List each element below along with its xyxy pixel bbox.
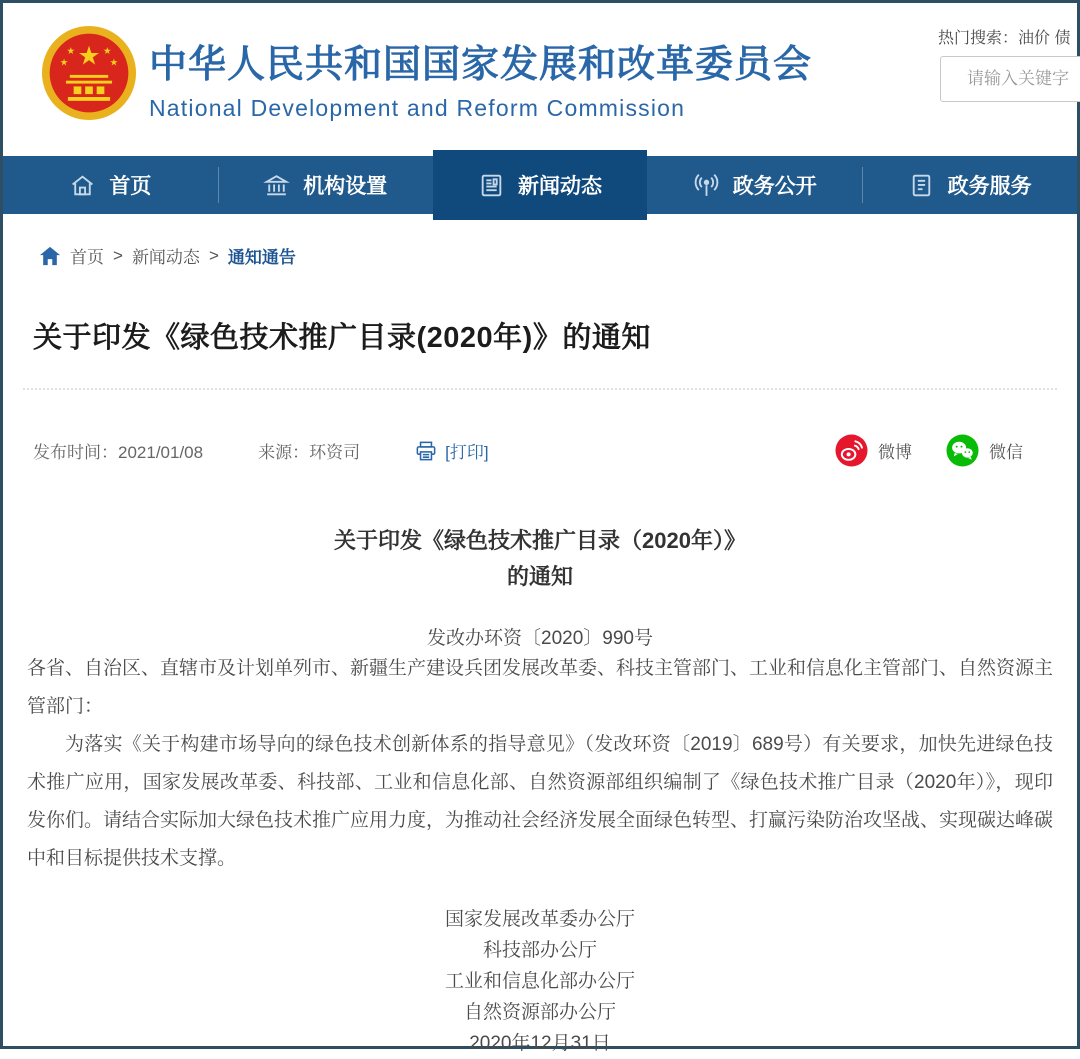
article-body <box>27 523 1053 1059</box>
search-input[interactable] <box>940 56 1080 102</box>
breadcrumb <box>39 243 1077 268</box>
article-paragraph: 各省、自治区、直辖市及计划单列市、新疆生产建设兵团发展改革委、科技主管部门、工业和信息化主管部门、自然资源主管部门： <box>27 658 1054 717</box>
nav-item-label: 首页 <box>109 175 152 198</box>
print-label: [打印] <box>445 443 489 462</box>
page-title: 关于印发《绿色技术推广目录(2020年)》的通知 <box>33 322 651 354</box>
breadcrumb-current: 通知通告 <box>227 248 296 267</box>
article-source: 来源：环资司 <box>258 443 361 462</box>
publish-time: 发布时间：2021/01/08 <box>33 443 204 462</box>
services-icon <box>908 172 935 199</box>
signature-line: 科技部办公厅 <box>482 940 597 961</box>
signature-line: 国家发展改革委办公厅 <box>444 909 635 930</box>
site-title-en: National Development and Reform Commission <box>149 95 686 121</box>
main-nav <box>3 156 1077 214</box>
news-icon <box>478 172 505 199</box>
national-emblem-logo <box>41 25 137 121</box>
nav-item-label: 政务服务 <box>947 175 1032 198</box>
wechat-icon <box>946 434 979 467</box>
article-paragraph: 为落实《关于构建市场导向的绿色技术创新体系的指导意见》（发改环资〔2019〕689号）有关要求，加快先进绿色技术推广应用，国家发展改革委、科技部、工业和信息化部、自然资源部组织编制了《绿色技术推广目录（2020年）》，现印发你们。请结合实际加大绿色技术推广应用力度，为推动社会经济发展全面绿色转型、打赢污染防治攻坚战、实现碳达峰碳中和目标提供技术支撑。 <box>27 734 1054 869</box>
nav-item-news[interactable] <box>433 150 648 220</box>
printer-icon <box>415 441 437 461</box>
share-group <box>835 434 1023 467</box>
signature-block <box>27 904 1053 1059</box>
signature-line: 自然资源部办公厅 <box>463 1002 616 1023</box>
home-icon <box>39 246 61 266</box>
nav-item-services[interactable] <box>862 156 1077 214</box>
svg-text:★: ★ <box>109 57 119 69</box>
svg-text:★: ★ <box>77 42 101 71</box>
breadcrumb-separator: > <box>113 245 123 265</box>
signature-line: 工业和信息化部办公厅 <box>444 971 635 992</box>
share-weibo-button[interactable] <box>835 434 912 467</box>
document-number: 发改办环资〔2020〕990号 <box>427 628 653 649</box>
site-header <box>3 3 1077 156</box>
site-title-cn: 中华人民共和国国家发展和改革委员会 <box>149 44 813 86</box>
breadcrumb-separator: > <box>208 245 219 265</box>
article-title-line2: 的通知 <box>506 564 573 589</box>
nav-item-disclosure[interactable] <box>647 156 862 214</box>
share-wechat-label: 微信 <box>989 443 1023 462</box>
weibo-icon <box>835 434 868 467</box>
broadcast-icon <box>693 172 720 199</box>
breadcrumb-news[interactable]: 新闻动态 <box>131 248 200 267</box>
home-icon <box>69 172 96 199</box>
nav-item-label: 新闻动态 <box>517 175 602 198</box>
print-button[interactable] <box>415 438 488 463</box>
share-wechat-button[interactable] <box>946 434 1023 467</box>
site-title-block <box>149 33 812 122</box>
share-weibo-label: 微博 <box>878 443 912 462</box>
nav-item-label: 政务公开 <box>732 175 817 198</box>
hot-search-label: 热门搜索：油价 债 <box>938 30 1071 47</box>
svg-text:★: ★ <box>59 57 69 69</box>
nav-item-org[interactable] <box>218 156 433 214</box>
nav-item-label: 机构设置 <box>303 175 388 198</box>
svg-text:★: ★ <box>102 45 112 57</box>
signature-date: 2020年12月31日 <box>469 1033 611 1054</box>
breadcrumb-home[interactable]: 首页 <box>70 248 104 267</box>
article-meta <box>33 434 1047 467</box>
svg-text:★: ★ <box>66 45 76 57</box>
divider <box>23 388 1057 390</box>
nav-item-home[interactable] <box>3 156 218 214</box>
article-title-line1: 关于印发《绿色技术推广目录（2020年）》 <box>334 528 746 553</box>
institution-icon <box>263 172 290 199</box>
